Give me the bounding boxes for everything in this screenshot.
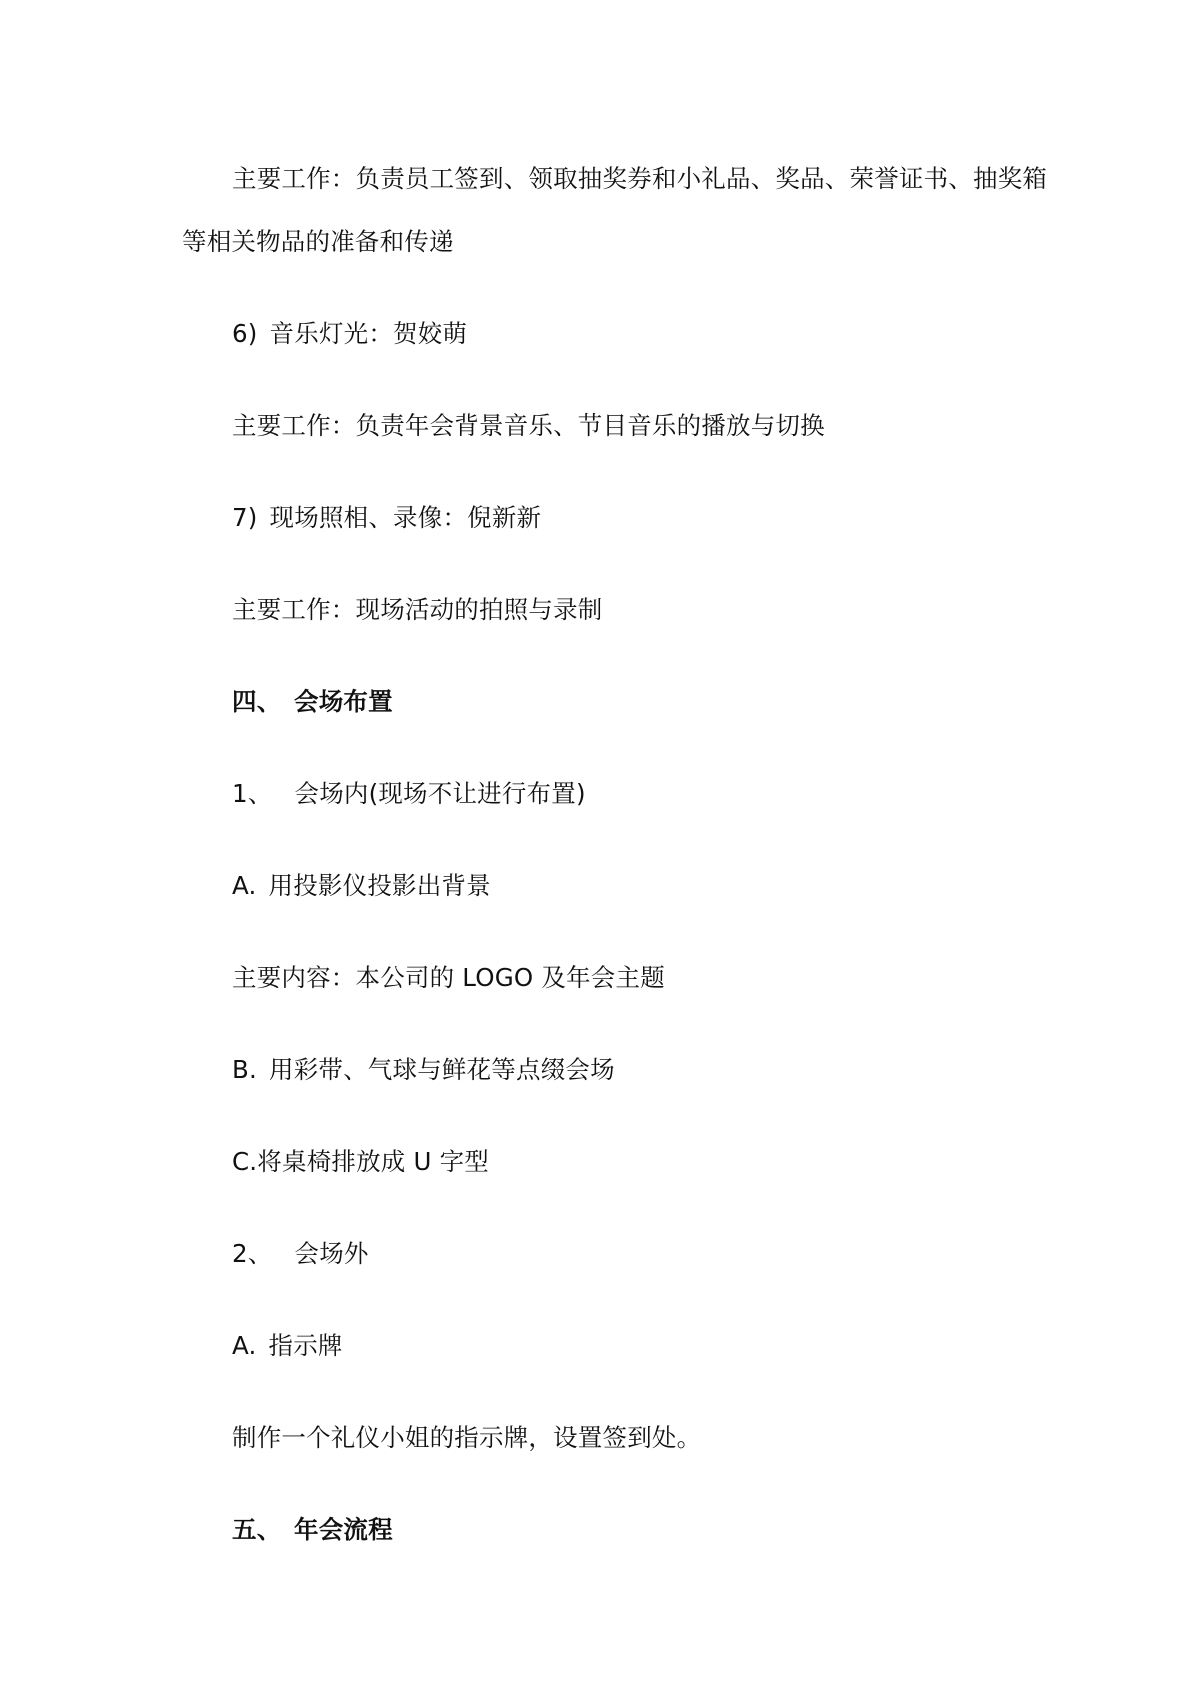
paragraph-signboard-details	[232, 1421, 701, 1455]
list-item-number: 1、	[232, 779, 273, 808]
section-title: 会场布置	[294, 687, 393, 716]
list-item-number: 6)	[232, 319, 258, 348]
list-item-text: 指示牌	[268, 1331, 343, 1360]
list-item-number: 7)	[232, 503, 258, 532]
list-item-signboard	[232, 1329, 343, 1363]
paragraph-text: 主要工作：负责员工签到、领取抽奖券和小礼品、奖品、荣誉证书、抽奖箱	[232, 164, 1048, 193]
list-item-number: A.	[232, 871, 257, 900]
paragraph-text: 制作一个礼仪小姐的指示牌，设置签到处。	[232, 1423, 702, 1452]
paragraph-staff-checkin-duties	[232, 162, 1047, 196]
section-number: 四、	[232, 687, 282, 716]
list-item-music-lighting	[232, 317, 467, 351]
section-title: 年会流程	[294, 1515, 393, 1544]
paragraph-projector-content	[232, 961, 665, 995]
list-item-text: 现场照相、录像：倪新新	[269, 503, 542, 532]
list-item-projector-background	[232, 869, 491, 903]
list-item-photo-video	[232, 501, 541, 535]
list-item-number: 2、	[232, 1239, 273, 1268]
list-item-text: 会场外	[294, 1239, 369, 1268]
list-item-number: B.	[232, 1055, 257, 1084]
list-item-text: 音乐灯光：贺姣萌	[269, 319, 468, 348]
list-item-decorations	[232, 1053, 615, 1087]
paragraph-table-arrangement	[232, 1145, 489, 1179]
section-number: 五、	[232, 1515, 282, 1544]
section-heading-event-agenda	[232, 1513, 393, 1547]
paragraph-text: 主要工作：负责年会背景音乐、节目音乐的播放与切换	[232, 411, 825, 440]
paragraph-photo-duties	[232, 593, 603, 627]
list-item-text: 会场内(现场不让进行布置)	[294, 779, 586, 808]
list-item-number: A.	[232, 1331, 257, 1360]
list-item-outside-venue	[232, 1237, 369, 1271]
list-item-text: 用彩带、气球与鲜花等点缀会场	[269, 1055, 615, 1084]
list-item-inside-venue	[232, 777, 586, 811]
section-heading-venue-layout	[232, 685, 393, 719]
list-item-text: 用投影仪投影出背景	[268, 871, 491, 900]
paragraph-staff-checkin-duties-continued	[182, 225, 454, 259]
paragraph-text: C.将桌椅排放成 U 字型	[232, 1147, 490, 1176]
paragraph-text: 主要工作：现场活动的拍照与录制	[232, 595, 603, 624]
paragraph-text: 主要内容：本公司的 LOGO 及年会主题	[232, 963, 665, 992]
paragraph-music-duties	[232, 409, 825, 443]
paragraph-text: 等相关物品的准备和传递	[182, 227, 454, 256]
